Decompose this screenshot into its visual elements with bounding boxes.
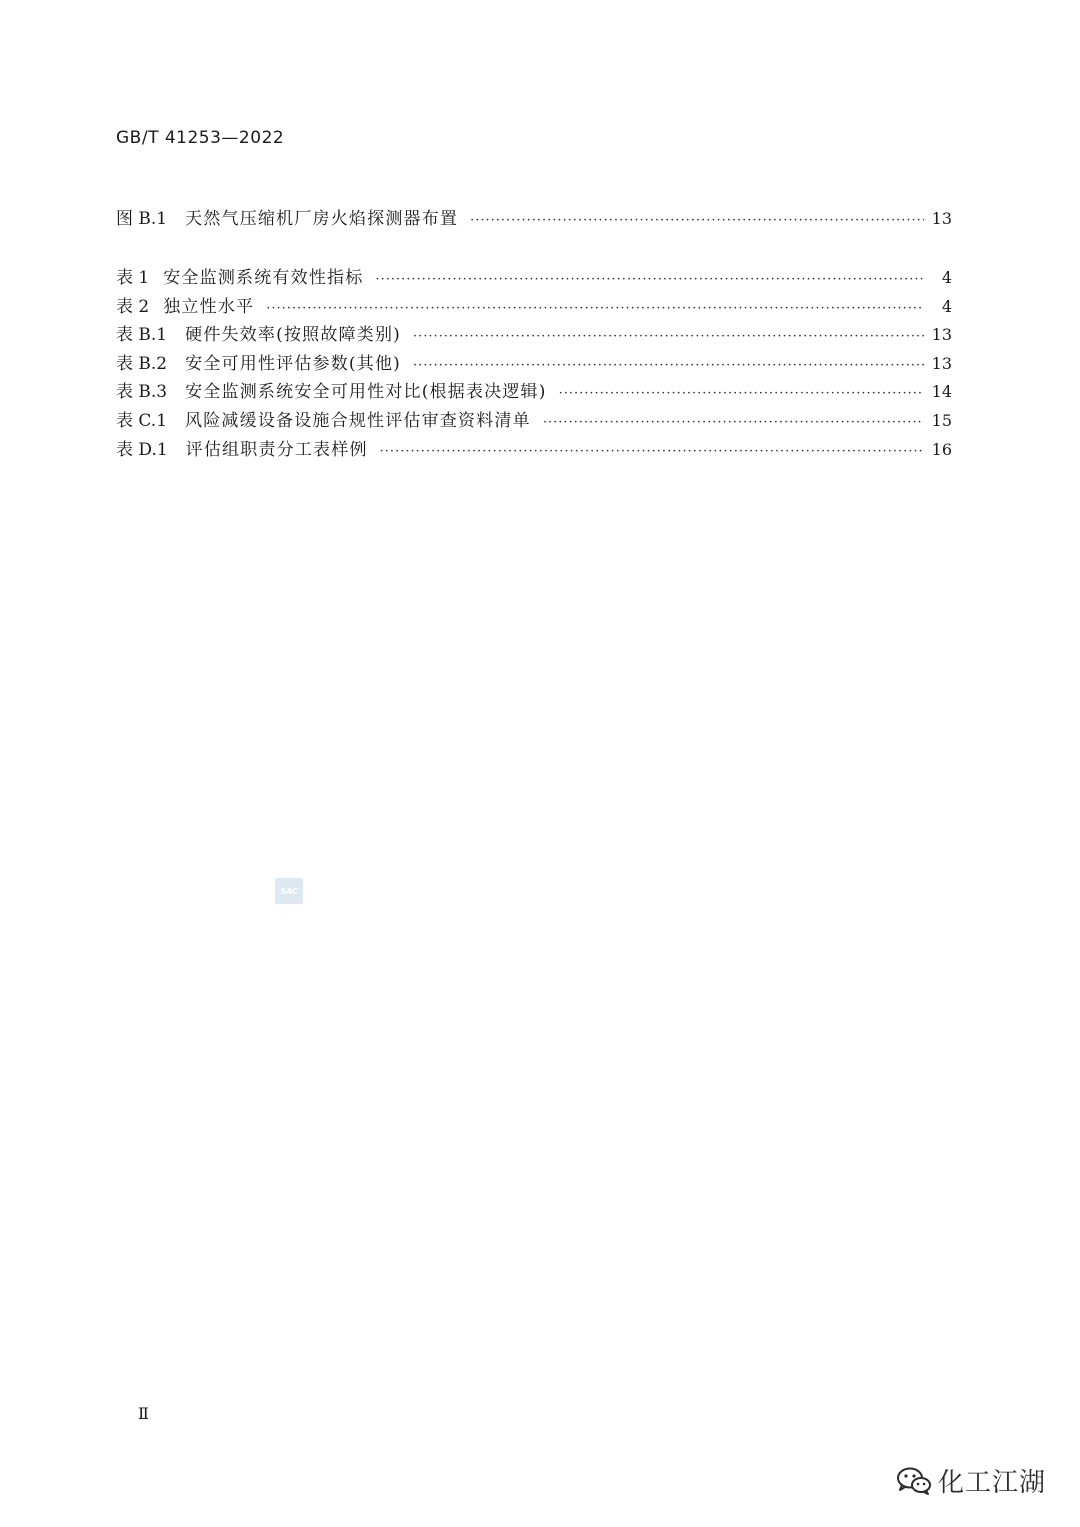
toc-entry[interactable] (116, 205, 952, 234)
dot-leader (380, 438, 924, 467)
entry-page: 16 (931, 439, 952, 459)
standard-code: GB/T 41253—2022 (116, 128, 285, 148)
entry-page: 4 (941, 296, 952, 316)
page-number: Ⅱ (138, 1404, 149, 1423)
entry-page: 13 (931, 325, 952, 345)
entry-title: 风险减缓设备设施合规性评估审查资料清单 (185, 410, 531, 431)
figure-list (116, 205, 952, 234)
toc-entry[interactable] (116, 407, 952, 436)
entry-title: 安全监测系统安全可用性对比(根据表决逻辑) (185, 382, 547, 403)
entry-number: 表 B.1 (116, 325, 168, 346)
entry-title: 独立性水平 (163, 296, 255, 317)
entry-number: 表 1 (116, 268, 150, 288)
entry-number: 图 B.1 (116, 209, 168, 229)
entry-number: 表 B.2 (116, 353, 168, 374)
dot-leader (413, 323, 924, 352)
dot-leader (470, 207, 924, 236)
entry-page: 13 (931, 209, 952, 228)
watermark (896, 1462, 1046, 1499)
dot-leader (266, 295, 924, 324)
toc-entry[interactable] (116, 350, 952, 379)
entry-title: 硬件失效率(按照故障类别) (185, 325, 401, 346)
watermark-text: 化工江湖 (938, 1468, 1047, 1498)
dot-leader (375, 266, 924, 295)
dot-leader (559, 380, 924, 409)
toc-entry[interactable] (116, 264, 952, 293)
toc-entry[interactable] (116, 378, 952, 407)
entry-title: 安全可用性评估参数(其他) (185, 353, 401, 374)
dot-leader (543, 409, 924, 438)
toc-entry[interactable] (116, 321, 952, 350)
entry-page: 4 (941, 268, 952, 287)
entry-number: 表 D.1 (116, 439, 168, 460)
entry-number: 表 C.1 (116, 410, 168, 431)
entry-page: 15 (931, 410, 952, 430)
entry-number: 表 B.3 (116, 382, 168, 403)
toc-entry[interactable] (116, 293, 952, 322)
entry-title: 安全监测系统有效性指标 (163, 268, 364, 288)
entry-title: 评估组职责分工表样例 (185, 439, 368, 460)
table-list (116, 264, 952, 464)
wechat-icon (896, 1466, 932, 1496)
sac-logo-icon (275, 878, 303, 904)
entry-number: 表 2 (116, 296, 150, 317)
sac-logo-text: SAC (280, 886, 298, 896)
entry-title: 天然气压缩机厂房火焰探测器布置 (185, 209, 459, 229)
entry-page: 13 (931, 353, 952, 373)
dot-leader (413, 352, 924, 381)
entry-page: 14 (931, 382, 952, 402)
toc-entry[interactable] (116, 436, 952, 465)
